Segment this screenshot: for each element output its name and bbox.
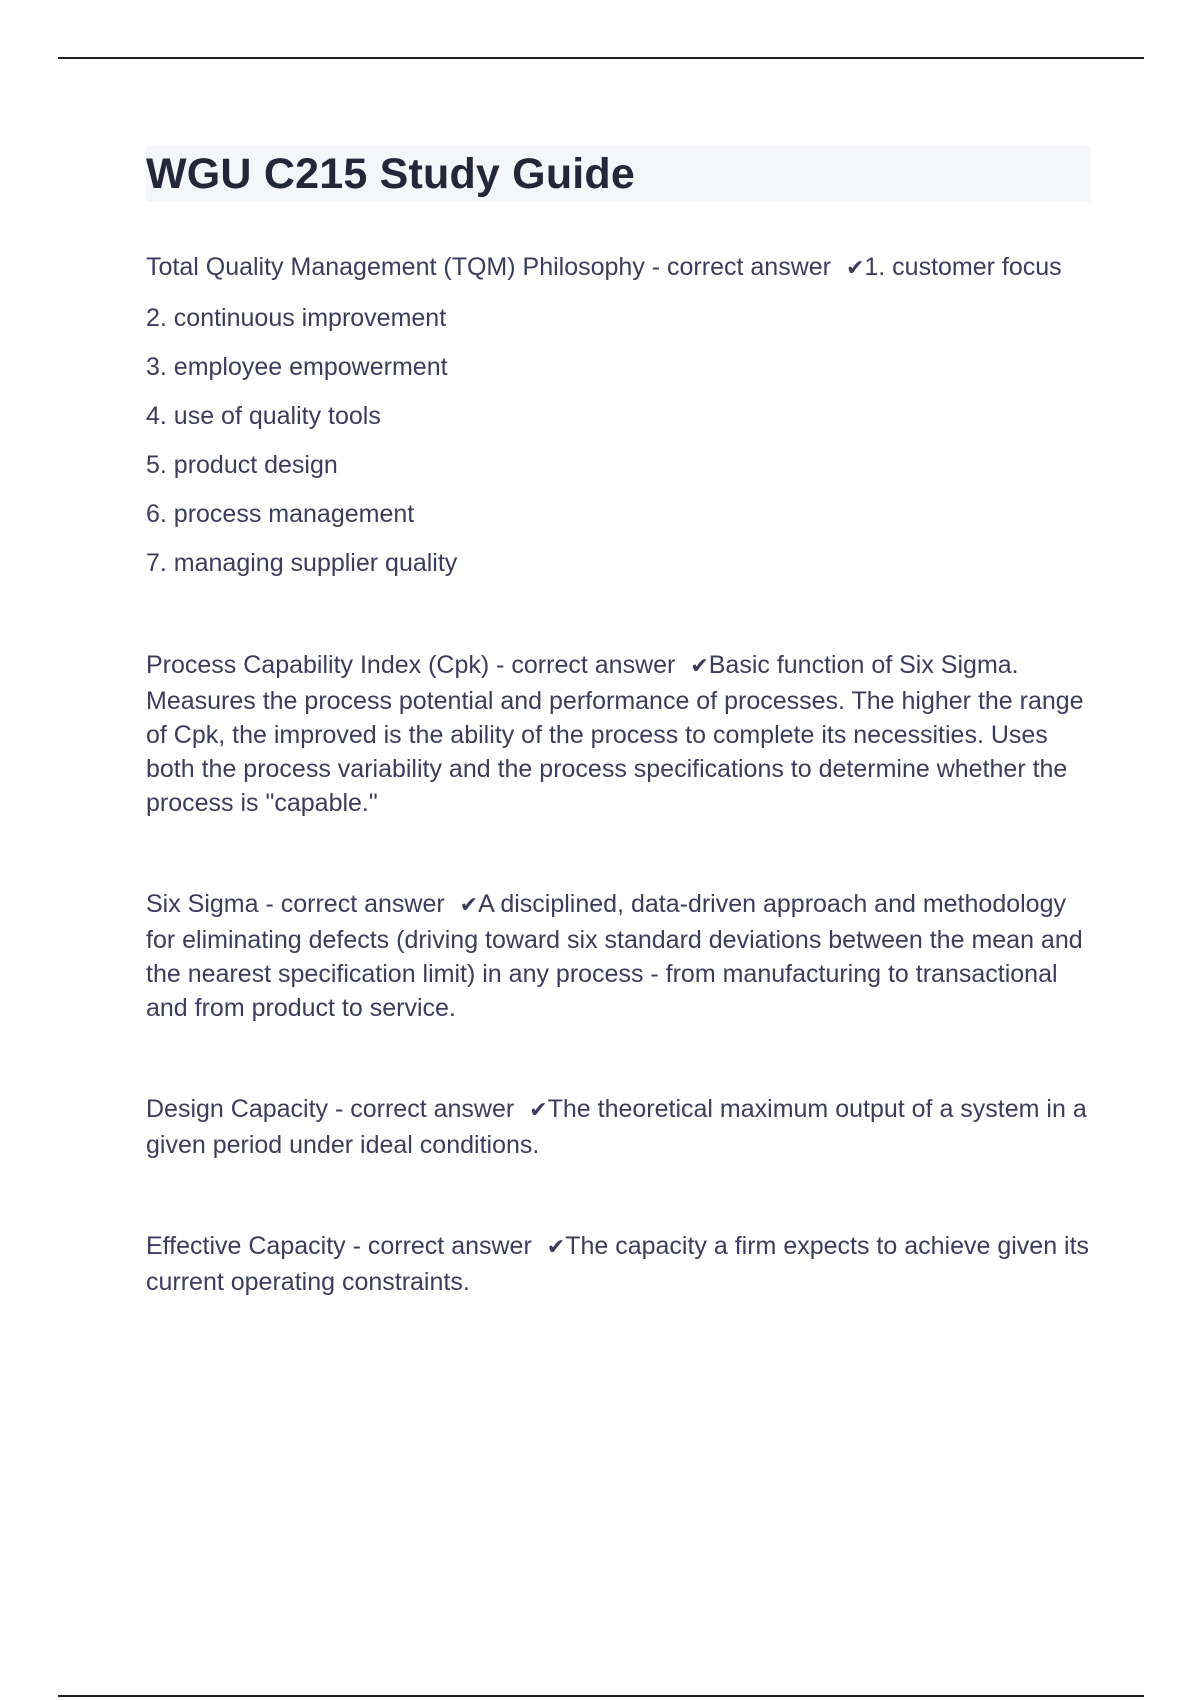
entry-main-line xyxy=(146,1092,1090,1162)
checkmark-icon: ✔ xyxy=(845,256,865,281)
checkmark-icon: ✔ xyxy=(529,1098,548,1123)
header-rule xyxy=(58,57,1144,59)
entry-term: Process Capability Index (Cpk) - correct answer xyxy=(146,651,676,679)
checkmark-icon: ✔ xyxy=(690,654,709,679)
entry-six-sigma xyxy=(146,887,1090,1025)
list-item: 2. continuous improvement xyxy=(146,304,447,332)
entry-main-line xyxy=(146,887,1090,1025)
entry-main-line xyxy=(146,1229,1090,1299)
entry-main-line xyxy=(146,250,1090,286)
entry-main-line xyxy=(146,648,1090,820)
list-item: 6. process management xyxy=(146,500,415,528)
entry-term: Effective Capacity - correct answer xyxy=(146,1232,532,1260)
page-title: WGU C215 Study Guide xyxy=(146,150,636,198)
entry-answer: Basic function of Six Sigma. Measures the process potential and performance of processes. The higher the range of Cpk, the improved is the ability of the process to complete its necessities. Uses both the process variability and the process specifications to determine whether the process is "capable." xyxy=(146,651,1084,817)
checkmark-icon: ✔ xyxy=(459,893,479,918)
entry-term: Six Sigma - correct answer xyxy=(146,890,445,918)
entry-design-capacity xyxy=(146,1092,1090,1162)
list-item: 7. managing supplier quality xyxy=(146,549,458,577)
entry-term: Total Quality Management (TQM) Philosophy - correct answer xyxy=(146,253,831,281)
checkmark-icon: ✔ xyxy=(546,1235,566,1260)
entry-term: Design Capacity - correct answer xyxy=(146,1095,515,1123)
entry-effective-capacity xyxy=(146,1229,1090,1299)
entry-answer: The theoretical maximum output of a system in a given period under ideal conditions. xyxy=(146,1095,1087,1159)
list-item: 4. use of quality tools xyxy=(146,402,381,430)
entry-cpk xyxy=(146,648,1090,820)
footer-rule xyxy=(58,1695,1144,1697)
list-item: 5. product design xyxy=(146,451,338,479)
title-band xyxy=(146,146,1090,202)
entry-tqm xyxy=(146,250,1090,580)
entry-answer: The capacity a firm expects to achieve given its current operating constraints. xyxy=(146,1232,1090,1296)
list-item: 3. employee empowerment xyxy=(146,353,448,381)
document-body xyxy=(146,146,1090,1299)
entry-list xyxy=(146,250,1090,1299)
entry-answer: A disciplined, data-driven approach and methodology for eliminating defects (driving toward six standard deviations between the mean and the nearest specification limit) in any process - from manufacturing to transactional and from product to service. xyxy=(146,890,1083,1022)
entry-answer: 1. customer focus xyxy=(864,253,1062,281)
